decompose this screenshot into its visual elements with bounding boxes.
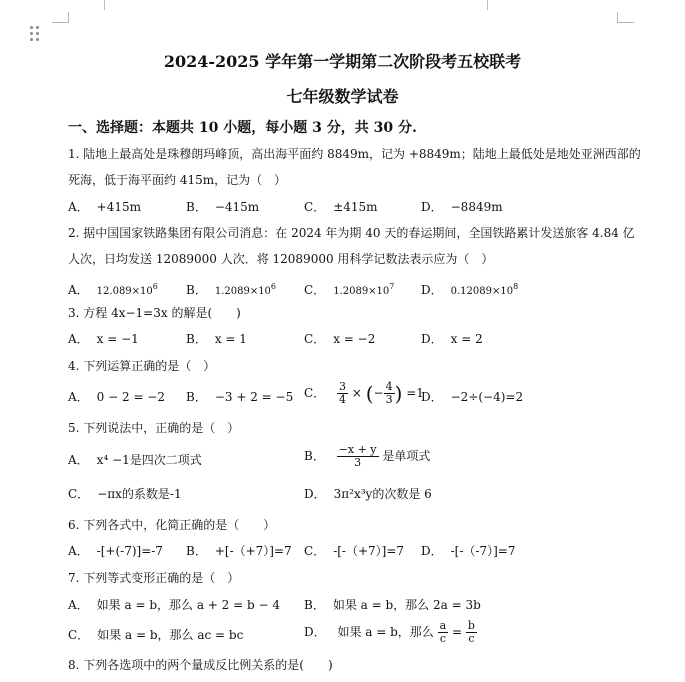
question-4-option-b[interactable]: B． −3 + 2 = −5 [186, 390, 294, 404]
question-6-line-1: 6. 下列各式中，化简正确的是（ ） [68, 518, 276, 532]
question-3-line-1: 3. 方程 4x−1=3x 的解是( ) [68, 306, 241, 320]
question-4-option-a[interactable]: A． 0 − 2 = −2 [68, 390, 165, 404]
page-subtitle: 七年级数学试卷 [286, 87, 399, 106]
question-5-option-d[interactable]: D． 3π²x³y的次数是 6 [304, 487, 432, 501]
header-guide-left [104, 0, 105, 10]
page-corner-marker-right [617, 12, 634, 23]
question-1-option-c[interactable]: C． ±415m [304, 200, 378, 214]
question-3-option-a[interactable]: A． x = −1 [68, 332, 139, 346]
question-1-option-a[interactable]: A． +415m [68, 200, 142, 214]
section-heading: 一、选择题：本题共 10 小题，每小题 3 分，共 30 分. [68, 120, 417, 136]
question-2-option-a[interactable]: A． $12.089\times 10^6$ [68, 282, 158, 297]
question-4-option-d[interactable]: D． −2÷(−4)=2 [421, 390, 524, 404]
question-5-option-c[interactable]: C． −πx的系数是-1 [68, 487, 182, 501]
question-1-option-d[interactable]: D． −8849m [421, 200, 503, 214]
drag-handle-icon[interactable] [30, 26, 42, 42]
page-title: 2024-2025 学年第一学期第二次阶段考五校联考 [163, 52, 522, 71]
question-2-line-2: 人次，日均发送 12089000 人次．将 12089000 用科学记数法表示应为（ ） [68, 252, 494, 266]
question-1-option-b[interactable]: B． −415m [186, 200, 260, 214]
question-3-option-c[interactable]: C． x = −2 [304, 332, 376, 346]
question-7-line-1: 7. 下列等式变形正确的是（ ） [68, 571, 240, 585]
question-5-line-1: 5. 下列说法中，正确的是（ ） [68, 421, 240, 435]
fraction: $\frac{-x + y}{3}$ [338, 443, 377, 469]
header-guide-right [487, 0, 488, 10]
fraction: $\frac{3}{4}$ [339, 380, 347, 406]
fraction: $\frac{4}{3}$ [385, 380, 393, 406]
question-2-option-b[interactable]: B． $1.2089\times 10^6$ [186, 282, 277, 297]
question-3-option-d[interactable]: D． x = 2 [421, 332, 483, 346]
question-5-option-a[interactable]: A． x⁴ −1是四次二项式 [68, 453, 202, 467]
question-7-option-b[interactable]: B． 如果 a = b，那么 2a = 3b [304, 598, 481, 612]
question-2-option-d[interactable]: D． $0.12089\times 10^8$ [421, 282, 519, 297]
question-8-line-1: 8. 下列各选项中的两个量成反比例关系的是( ) [68, 658, 333, 672]
question-7-option-d[interactable]: D． 如果 a = b，那么 $\frac{a}{c}$ = $\frac{b}{c}$ [304, 619, 475, 645]
question-2-option-c[interactable]: C． $1.2089\times 10^7$ [304, 282, 395, 297]
page-corner-marker-left [52, 12, 69, 23]
question-2-line-1: 2. 据中国国家铁路集团有限公司消息：在 2024 年为期 40 天的春运期间，全国铁路累计发送旅客 4.84 亿 [68, 226, 635, 240]
question-1-line-1: 1. 陆地上最高处是珠穆朗玛峰顶，高出海平面约 8849m，记为 +8849m；陆地上最低处是地处亚洲西部的 [68, 147, 641, 161]
question-7-option-c[interactable]: C． 如果 a = b，那么 ac = bc [68, 628, 244, 642]
question-6-option-c[interactable]: C． -[-（+7）]=7 [304, 544, 405, 558]
question-6-option-a[interactable]: A． -[+(-7)]=-7 [68, 544, 163, 558]
question-4-option-c[interactable]: C． $\frac{3}{4}$ × (− $\frac{4}{3}$ ) =1 [304, 380, 424, 406]
question-6-option-b[interactable]: B． +[-（+7）]=7 [186, 544, 292, 558]
question-5-option-b[interactable]: B． $\frac{-x + y}{3}$ 是单项式 [304, 443, 431, 469]
fraction: $\frac{b}{c}$ [467, 619, 475, 645]
fraction: $\frac{a}{c}$ [439, 619, 447, 645]
question-6-option-d[interactable]: D． -[-（-7）]=7 [421, 544, 516, 558]
question-7-option-a[interactable]: A． 如果 a = b，那么 a + 2 = b − 4 [68, 598, 280, 612]
question-4-line-1: 4. 下列运算正确的是（ ） [68, 359, 216, 373]
question-1-line-2: 死海，低于海平面约 415m，记为（ ） [68, 173, 287, 187]
window-top-edge [0, 0, 685, 14]
question-3-option-b[interactable]: B． x = 1 [186, 332, 247, 346]
